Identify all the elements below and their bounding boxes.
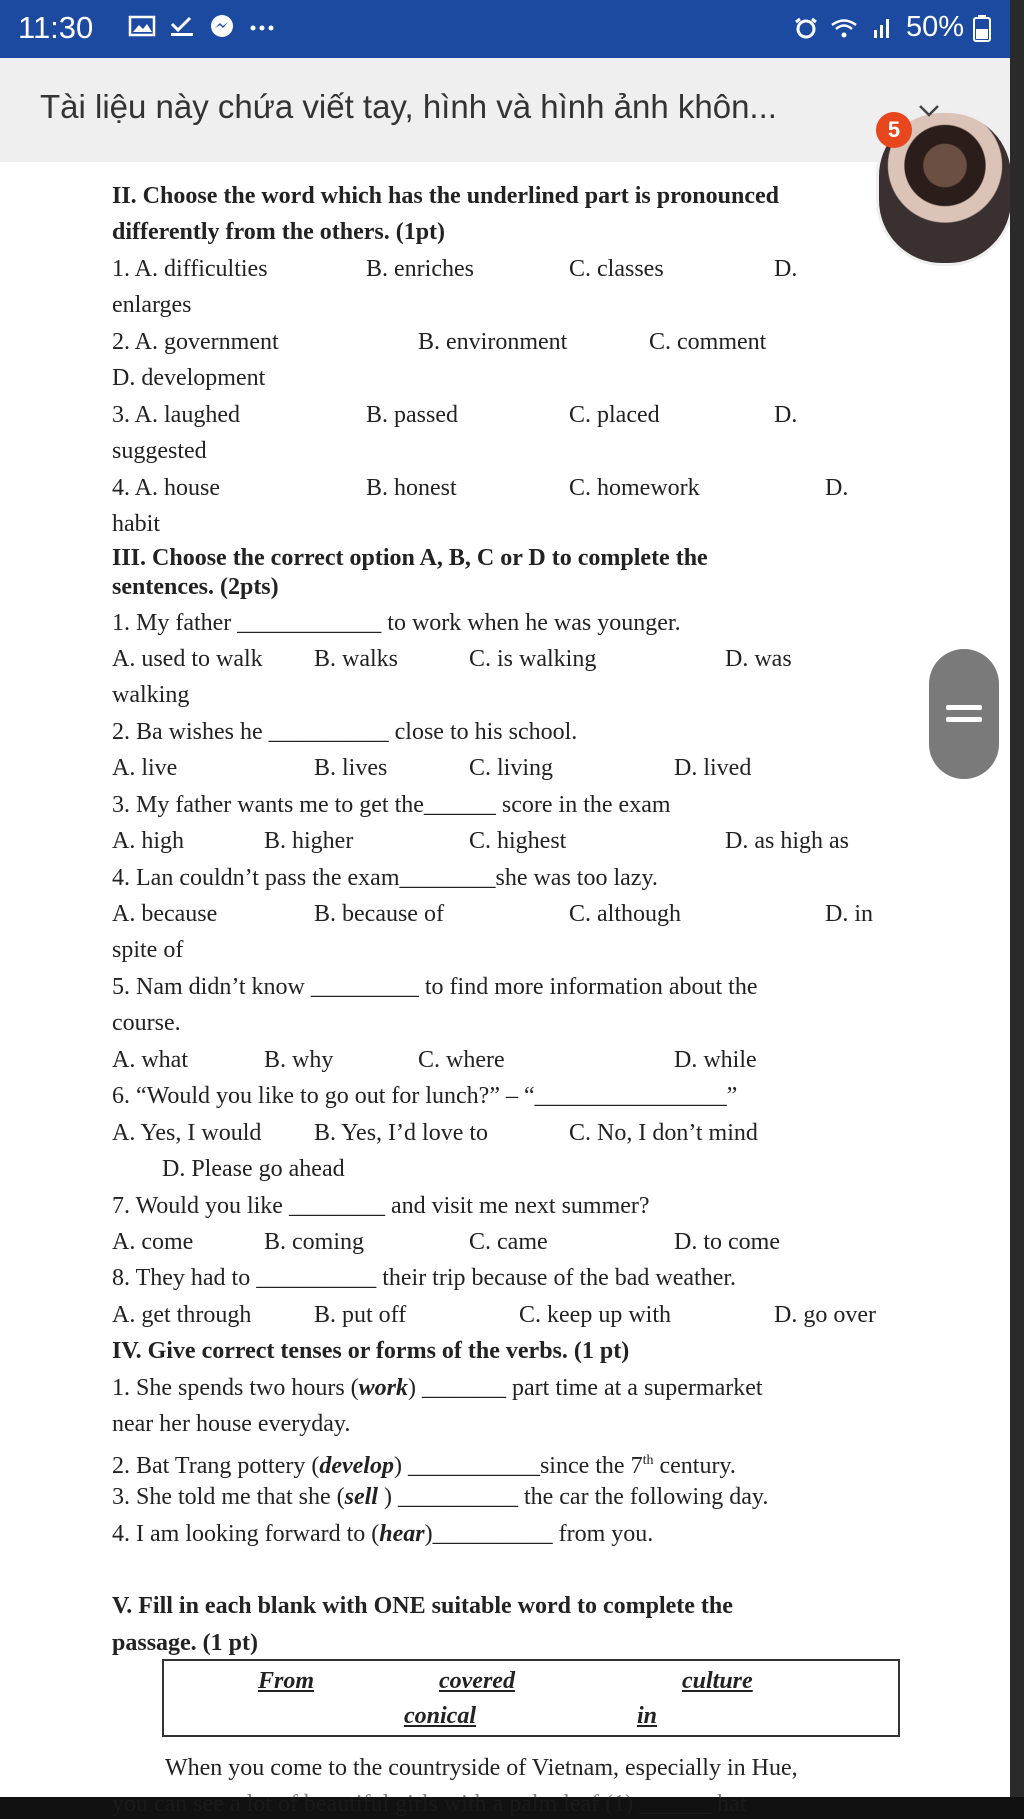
s4-q3 bbox=[112, 1482, 768, 1512]
alarm-icon bbox=[792, 16, 820, 40]
s2-q4-d-word: habit bbox=[112, 511, 160, 537]
s4-q2-b: ) ___________since the 7 bbox=[393, 1453, 643, 1479]
s2-q3-d-word: suggested bbox=[112, 438, 207, 464]
status-time: 11:30 bbox=[18, 10, 94, 45]
s3-q3-b: B. higher bbox=[264, 828, 354, 854]
s3-q3-d: D. as high as bbox=[725, 828, 849, 854]
chevron-down-icon[interactable] bbox=[918, 100, 940, 122]
s3-q6-c: C. No, I don’t mind bbox=[569, 1120, 758, 1146]
s3-q1-d-cont: walking bbox=[112, 682, 190, 708]
more-icon bbox=[248, 14, 276, 38]
s2-q4-a: 4. A. house bbox=[112, 475, 220, 501]
s4-q1-b: ) _______ part time at a supermarket bbox=[408, 1375, 763, 1401]
banner-text: Tài liệu này chứa viết tay, hình và hình ảnh khôn... bbox=[40, 88, 777, 125]
word-in: in bbox=[637, 1703, 658, 1729]
status-left-icons bbox=[128, 14, 276, 38]
s3-q2-c: C. living bbox=[469, 755, 554, 781]
s3-q4-c: C. although bbox=[569, 901, 681, 927]
messenger-icon bbox=[208, 14, 236, 38]
s2-q2-a: 2. A. government bbox=[112, 329, 279, 355]
s4-q3-verb: sell bbox=[344, 1484, 384, 1510]
battery-percent: 50% bbox=[905, 11, 964, 43]
s4-q4-verb: hear bbox=[379, 1521, 425, 1547]
s5-passage-line1: When you come to the countryside of Vietnam, especially in Hue, bbox=[165, 1755, 798, 1781]
s3-q5-stem: 5. Nam didn’t know _________ to find more information about the bbox=[112, 974, 758, 1000]
s3-q7-d: D. to come bbox=[674, 1229, 780, 1255]
s2-q3-d: D. bbox=[774, 402, 798, 428]
s3-q4-b: B. because of bbox=[314, 901, 444, 927]
s3-q4-d-cont: spite of bbox=[112, 937, 184, 963]
status-right-icons bbox=[792, 11, 990, 44]
s3-q7-c: C. came bbox=[469, 1229, 548, 1255]
signal-icon bbox=[868, 16, 896, 40]
accessibility-banner[interactable] bbox=[0, 58, 1010, 163]
s5-passage-line2: you can see a lot of beautiful girls with a palm leaf (1) ______ hat bbox=[112, 1791, 747, 1817]
screen-edge bbox=[1010, 0, 1024, 1797]
s2-q4-c: C. homework bbox=[569, 475, 700, 501]
status-bar bbox=[0, 0, 1010, 58]
s3-q6-d: D. Please go ahead bbox=[162, 1156, 345, 1182]
s3-q2-a: A. live bbox=[112, 755, 178, 781]
s4-q1-a: 1. She spends two hours ( bbox=[112, 1375, 359, 1401]
s3-q2-b: B. lives bbox=[314, 755, 388, 781]
s4-q2-a: 2. Bat Trang pottery ( bbox=[112, 1453, 320, 1479]
s2-q3-b: B. passed bbox=[366, 402, 458, 428]
s3-q4-d: D. in bbox=[825, 901, 873, 927]
gallery-icon bbox=[128, 14, 156, 38]
s3-q5-c: C. where bbox=[418, 1047, 505, 1073]
section5-title: V. Fill in each blank with ONE suitable word to complete the bbox=[112, 1593, 733, 1619]
s3-q4-stem: 4. Lan couldn’t pass the exam________she was too lazy. bbox=[112, 865, 658, 891]
s3-q8-b: B. put off bbox=[314, 1302, 407, 1328]
s2-q1-b: B. enriches bbox=[366, 256, 474, 282]
s3-q6-stem: 6. “Would you like to go out for lunch?” – “________________” bbox=[112, 1083, 738, 1109]
word-culture: culture bbox=[682, 1668, 753, 1694]
s4-q3-b: ) __________ the car the following day. bbox=[383, 1484, 769, 1510]
s2-q3-a: 3. A. laughed bbox=[112, 402, 240, 428]
s4-q1-verb: work bbox=[358, 1375, 409, 1401]
s2-q1-c: C. classes bbox=[569, 256, 664, 282]
s3-q6-b: B. Yes, I’d love to bbox=[314, 1120, 489, 1146]
section3-title-cont: sentences. (2pts) bbox=[112, 574, 279, 600]
s3-q1-c: C. is walking bbox=[469, 646, 597, 672]
s3-q3-a: A. high bbox=[112, 828, 184, 854]
s4-q1-cont: near her house everyday. bbox=[112, 1411, 351, 1437]
s2-q3-c: C. placed bbox=[569, 402, 660, 428]
wifi-icon bbox=[830, 16, 858, 40]
download-done-icon bbox=[168, 14, 196, 38]
word-box bbox=[162, 1659, 900, 1737]
s3-q3-c: C. highest bbox=[469, 828, 567, 854]
s3-q7-stem: 7. Would you like ________ and visit me next summer? bbox=[112, 1193, 650, 1219]
s2-q4-b: B. honest bbox=[366, 475, 457, 501]
s3-q5-b: B. why bbox=[264, 1047, 334, 1073]
document-page bbox=[0, 162, 1010, 1817]
section5-title-cont: passage. (1 pt) bbox=[112, 1630, 259, 1656]
s3-q4-a: A. because bbox=[112, 901, 218, 927]
s3-q8-a: A. get through bbox=[112, 1302, 252, 1328]
s3-q7-b: B. coming bbox=[264, 1229, 364, 1255]
s2-q2-d: D. development bbox=[112, 365, 266, 391]
s4-q2-sup: th bbox=[642, 1453, 654, 1468]
s3-q1-stem: 1. My father ____________ to work when he was younger. bbox=[112, 610, 681, 636]
section4-title: IV. Give correct tenses or forms of the verbs. (1 pt) bbox=[112, 1338, 630, 1364]
s4-q4 bbox=[112, 1519, 653, 1549]
s3-q8-stem: 8. They had to __________ their trip because of the bad weather. bbox=[112, 1265, 737, 1291]
s2-q2-c: C. comment bbox=[649, 329, 767, 355]
notification-badge: 5 bbox=[876, 112, 912, 148]
s2-q1-d: D. bbox=[774, 256, 798, 282]
s3-q6-a: A. Yes, I would bbox=[112, 1120, 262, 1146]
s3-q8-d: D. go over bbox=[774, 1302, 876, 1328]
s3-q1-d: D. was bbox=[725, 646, 792, 672]
word-conical: conical bbox=[404, 1703, 476, 1729]
s3-q5-a: A. what bbox=[112, 1047, 188, 1073]
section2-title-cont: differently from the others. (1pt) bbox=[112, 219, 446, 245]
scroll-handle[interactable] bbox=[929, 649, 999, 779]
s3-q8-c: C. keep up with bbox=[519, 1302, 671, 1328]
s4-q1 bbox=[112, 1373, 763, 1403]
s3-q3-stem: 3. My father wants me to get the______ score in the exam bbox=[112, 792, 671, 818]
s3-q2-d: D. lived bbox=[674, 755, 752, 781]
s4-q2-c: century. bbox=[653, 1453, 736, 1479]
s3-q2-stem: 2. Ba wishes he __________ close to his school. bbox=[112, 719, 578, 745]
s2-q1-d-word: enlarges bbox=[112, 292, 192, 318]
s3-q1-b: B. walks bbox=[314, 646, 398, 672]
s4-q2 bbox=[112, 1446, 736, 1481]
section3-title: III. Choose the correct option A, B, C or D to complete the bbox=[112, 545, 708, 571]
battery-icon bbox=[974, 15, 990, 41]
s4-q3-a: 3. She told me that she ( bbox=[112, 1484, 345, 1510]
s4-q4-a: 4. I am looking forward to ( bbox=[112, 1521, 380, 1547]
s3-q1-a: A. used to walk bbox=[112, 646, 263, 672]
section2-title: II. Choose the word which has the underlined part is pronounced bbox=[112, 183, 779, 209]
s3-q5-stem-cont: course. bbox=[112, 1010, 181, 1036]
s2-q4-d: D. bbox=[825, 475, 849, 501]
s3-q7-a: A. come bbox=[112, 1229, 194, 1255]
s2-q2-b: B. environment bbox=[418, 329, 568, 355]
s2-q1-a: 1. A. difficulties bbox=[112, 256, 268, 282]
word-covered: covered bbox=[439, 1668, 515, 1694]
s3-q5-d: D. while bbox=[674, 1047, 757, 1073]
s4-q4-b: )__________ from you. bbox=[424, 1521, 654, 1547]
word-from: From bbox=[258, 1668, 315, 1694]
s4-q2-verb: develop bbox=[319, 1453, 394, 1479]
